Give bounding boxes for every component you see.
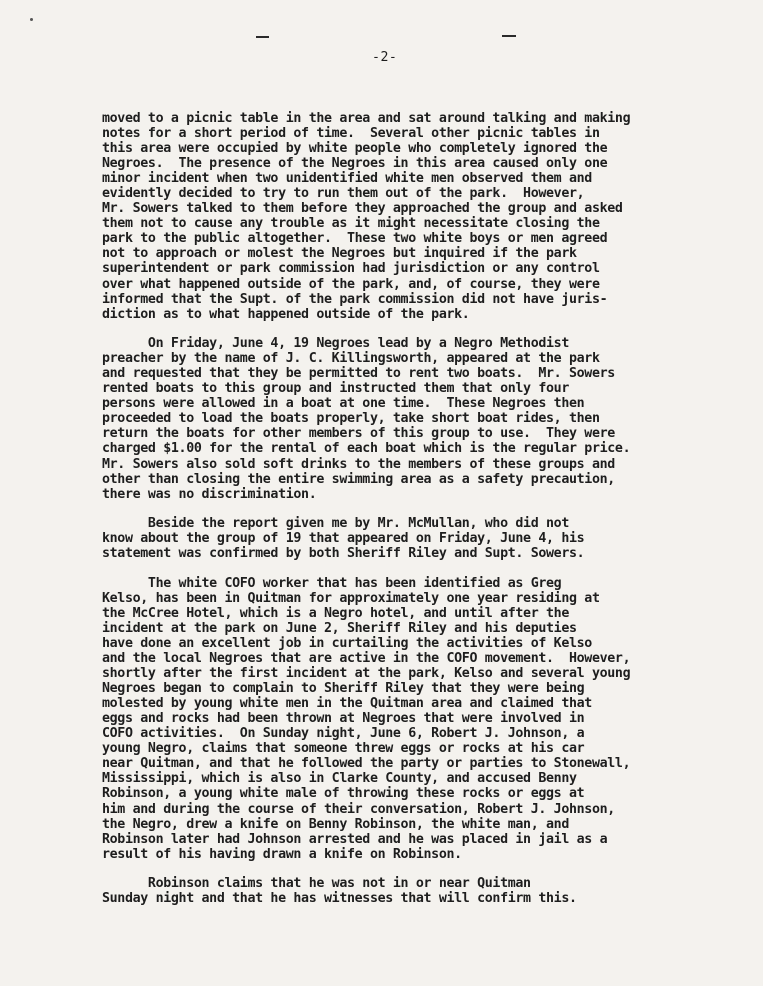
- body-text: [102, 111, 742, 906]
- paragraph-4: The white COFO worker that has been identified as Greg Kelso, has been in Quitman for approximately one year residing at the McCree Hotel, which is a Negro hotel, and until after the incident at the park on June 2, Sheriff Riley and his deputies have done an excellent job in curtailing the activities of Kelso and the local Negroes that are active in the COFO movement. However, shortly after the first incident at the park, Kelso and several young Negroes began to complain to Sheriff Riley that they were being molested by young white men in the Quitman area and claimed that eggs and rocks had been thrown at Negroes that were involved in COFO activities. On Sunday night, June 6, Robert J. Johnson, a young Negro, claims that someone threw eggs or rocks at his car near Quitman, and that he followed the party or parties to Stonewall, Mississippi, which is also in Clarke County, and accused Benny Robinson, a young white male of throwing these rocks or eggs at him and during the course of their conversation, Robert J. Johnson, the Negro, drew a knife on Benny Robinson, the white man, and Robinson later had Johnson arrested and he was placed in jail as a result of his having drawn a knife on Robinson.: [102, 575, 631, 862]
- paragraph-5: Robinson claims that he was not in or near Quitman Sunday night and that he has witnesses that will confirm this.: [102, 876, 577, 907]
- paragraph-1: moved to a picnic table in the area and sat around talking and making notes for a short period of time. Several other picnic tables in this area were occupied by white people who completely ignored the Negroes. The presence of the Negroes in this area caused only one minor incident when two unidentified white men observed them and evidently decided to try to run them out of the park. However, Mr. Sowers talked to them before they approached the group and asked them not to cause any trouble as it might necessitate closing the park to the public altogether. These two white boys or men agreed not to approach or molest the Negroes but inquired if the park superintendent or park commission had jurisdiction or any control over what happened outside of the park, and, of course, they were informed that the Supt. of the park commission did not have juris- diction as to what happened outside of the park.: [102, 111, 631, 322]
- header-mark-right: [502, 35, 516, 37]
- paragraph-3: Beside the report given me by Mr. McMullan, who did not know about the group of 19 that appeared on Friday, June 4, his statement was confirmed by both Sheriff Riley and Supt. Sowers.: [102, 516, 585, 562]
- page-number: -2-: [372, 50, 398, 65]
- paragraph-2: On Friday, June 4, 19 Negroes lead by a Negro Methodist preacher by the name of J. C. Killingsworth, appeared at the park and requested that they be permitted to rent two boats. Mr. Sowers rented boats to this group and instructed them that only four persons were allowed in a boat at one time. These Negroes then proceeded to load the boats properly, take short boat rides, then return the boats for other members of this group to use. They were charged $1.00 for the rental of each boat which is the regular price. Mr. Sowers also sold soft drinks to the members of these groups and other than closing the entire swimming area as a safety precaution, there was no discrimination.: [102, 336, 631, 502]
- header-mark-left: [256, 36, 269, 38]
- margin-speck: [30, 18, 33, 21]
